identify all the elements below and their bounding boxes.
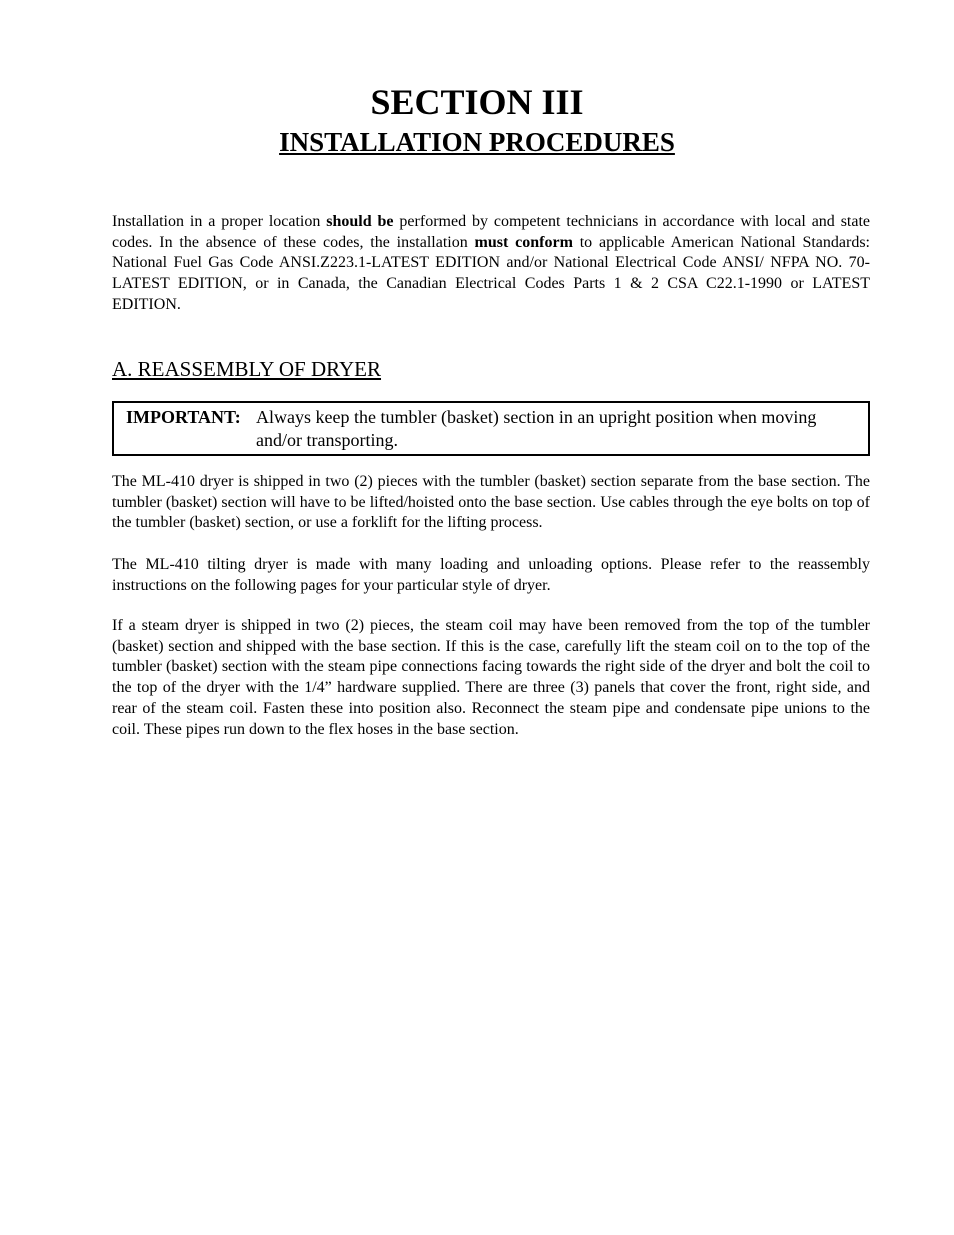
paragraph-steam-coil: If a steam dryer is shipped in two (2) pieces, the steam coil may have been removed from the top of the tumbler (basket) section and shipped with the base section. If this is the case, carefully lift the steam coil on to the top of the tumbler (basket) section with the steam pipe connections facing towards the right side of the dryer and bolt the coil to the top of the dryer with the 1/4” hardware supplied. There are three (3) panels that cover the front, right side, and rear of the steam coil. Fasten these into position also. Reconnect the steam pipe and condensate pipe unions to the coil. These pipes run down to the flex hoses in the base section. (112, 617, 870, 738)
section-heading: A. REASSEMBLY OF DRYER (112, 357, 382, 381)
page-title: SECTION III (370, 82, 584, 122)
important-text: Always keep the tumbler (basket) section in an upright position when moving and/or transporting. (256, 407, 817, 450)
important-notice-box (112, 401, 870, 456)
paragraph-shipping: The ML-410 dryer is shipped in two (2) pieces with the tumbler (basket) section separate from the base section. The tumbler (basket) section will have to be lifted/hoisted onto the base section. Use cables through the eye bolts on top of the tumbler (basket) section, or use a forklift for the lifting process. (112, 473, 870, 532)
intro-paragraph (112, 212, 870, 316)
paragraph-options: The ML-410 tilting dryer is made with many loading and unloading options. Please refer to the reassembly instructions on the following pages for your particular style of dryer. (112, 556, 870, 594)
intro-emphasis-should-be: should be (326, 213, 394, 230)
intro-text-1: Installation in a proper location (112, 213, 327, 230)
page-subtitle: INSTALLATION PROCEDURES (279, 127, 675, 157)
important-label: IMPORTANT: (126, 407, 241, 427)
intro-text-3: to applicable American National Standards: National Fuel Gas Code ANSI.Z223.1-LATEST EDITION and/or National Electrical Code ANSI/ NFPA NO. 70-LATEST EDITION, or in Canada, the Canadian Electrical Codes Parts 1 & 2 CSA C22.1-1990 or LATEST EDITION. (112, 233, 870, 313)
intro-text-2: performed by competent technicians in accordance with local and state codes. In the absence of these codes, the installation (112, 213, 871, 251)
intro-emphasis-must-conform: must conform (474, 233, 573, 251)
